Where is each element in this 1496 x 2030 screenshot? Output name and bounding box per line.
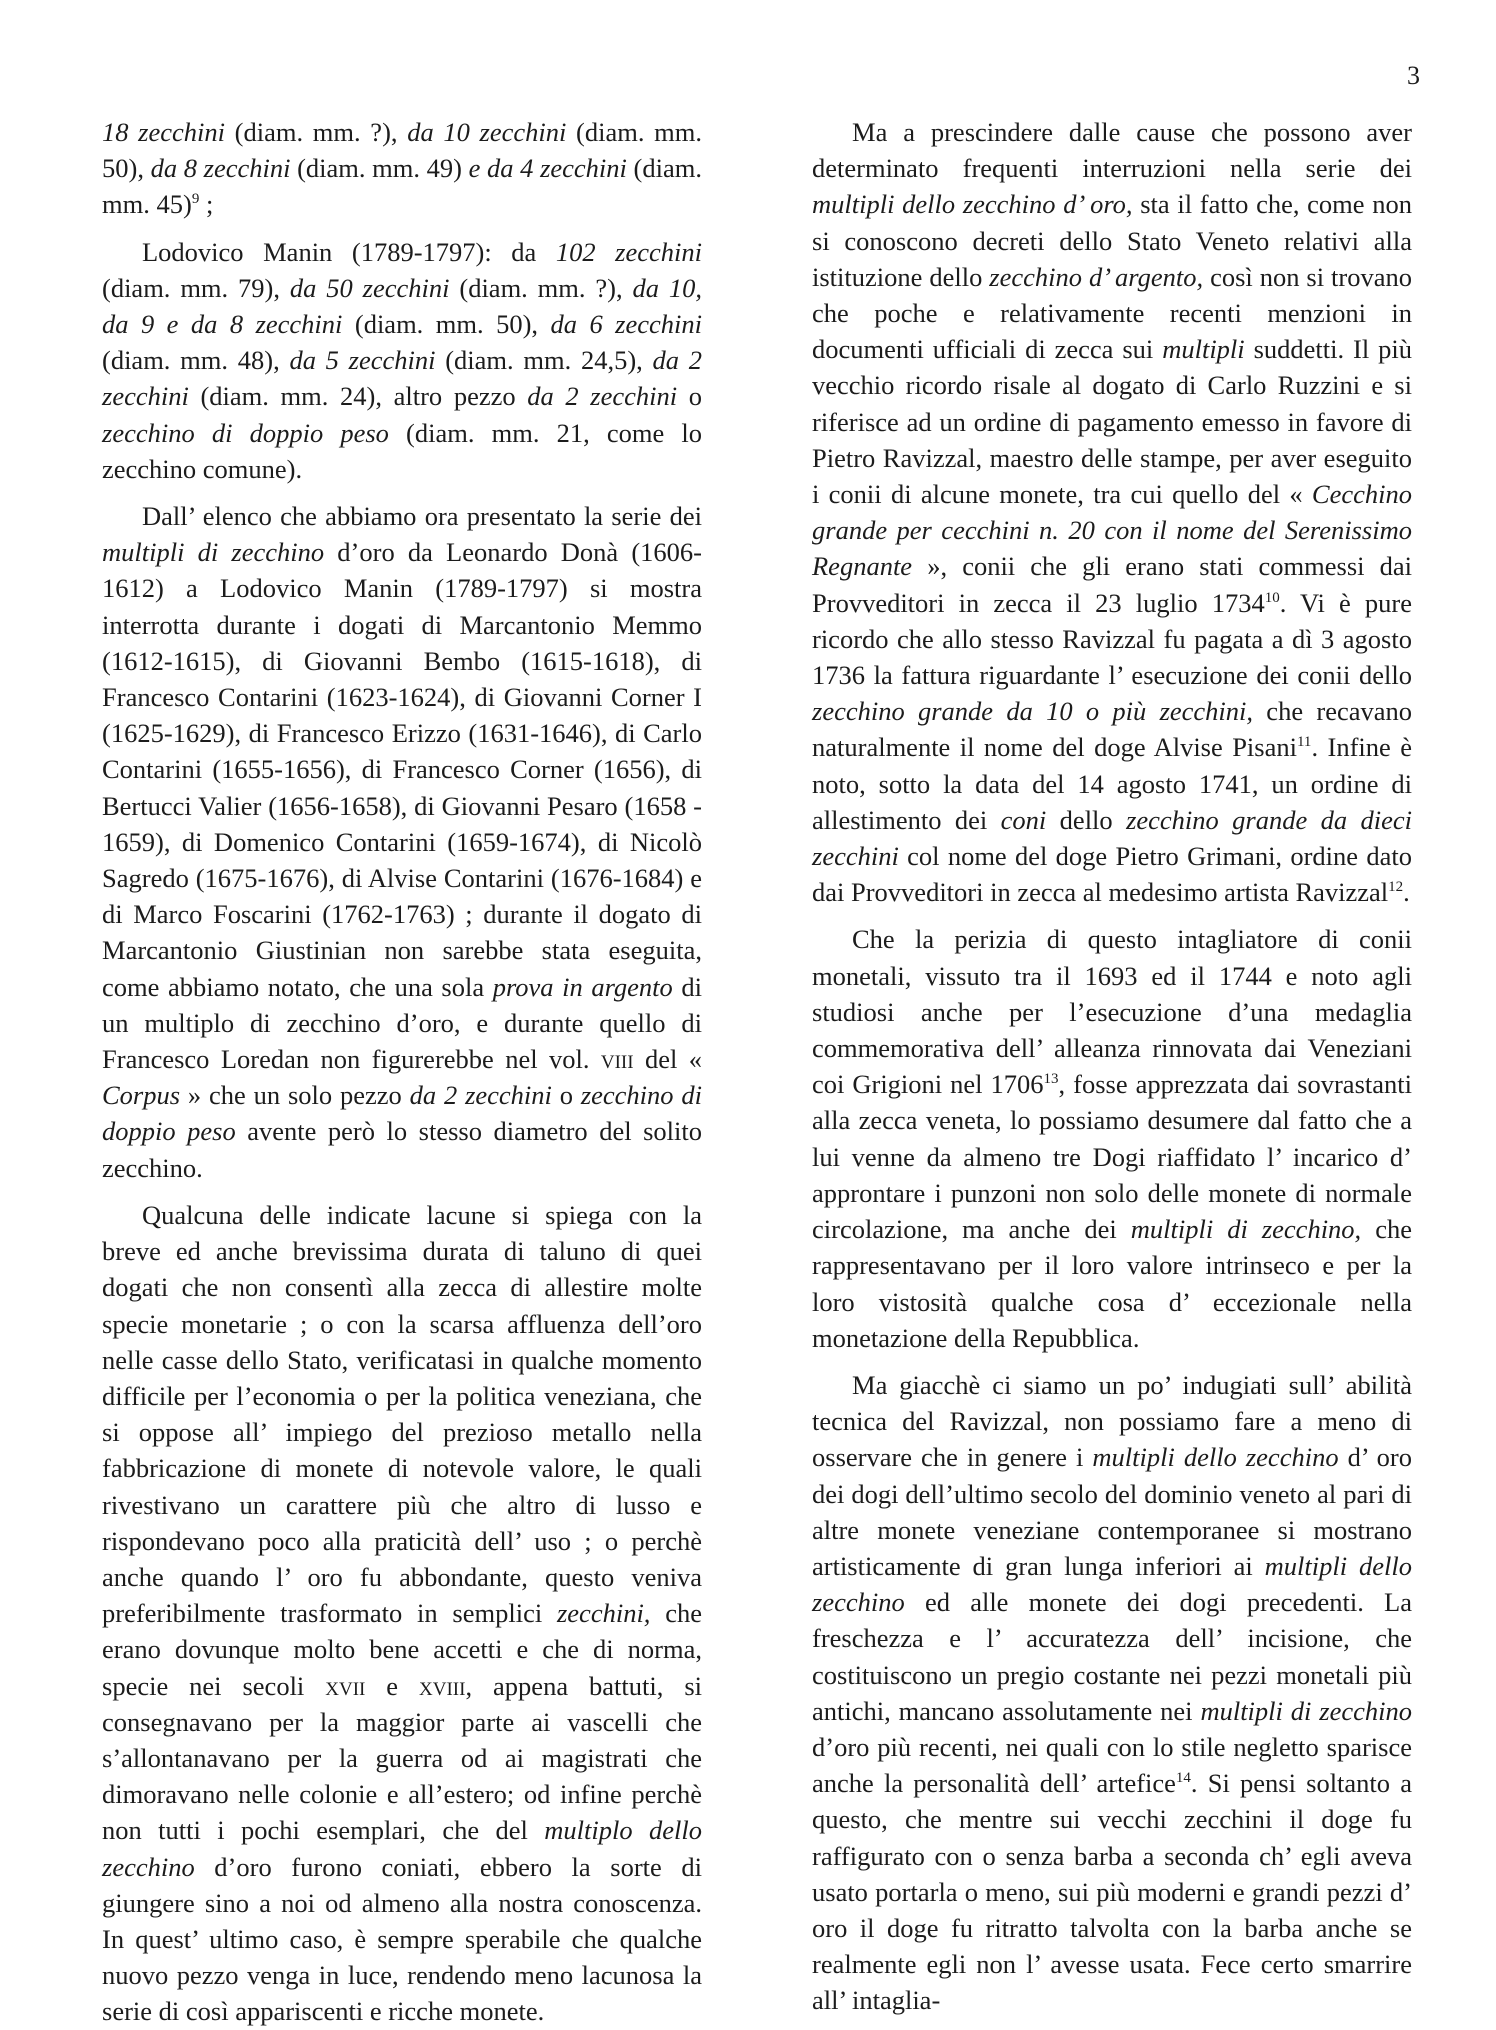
text-run: » che un solo pezzo bbox=[180, 1080, 410, 1111]
text-run: (diam. mm. ?), bbox=[449, 272, 633, 303]
text-run: ; bbox=[199, 189, 214, 220]
italic-text: da 6 zecchini bbox=[550, 309, 702, 340]
text-run: Ma giacchè ci siamo un po’ indugiati sull’ abilità tecnica del Ravizzal, non possiamo fare a meno di osservare che in genere i bbox=[812, 1369, 1412, 1473]
footnote-ref: 13 bbox=[1043, 1071, 1059, 1088]
text-run: d’ oro dei dogi dell’ultimo secolo del dominio veneto al pari di altre monete veneziane contemporanee si mostrano artisticamente di gran lunga inferiori ai bbox=[812, 1442, 1413, 1581]
text-run: Lodovico Manin (1789-1797): da bbox=[142, 236, 556, 267]
italic-text: multipli di zecchino, bbox=[1130, 1214, 1362, 1245]
italic-text: zecchino d’ argento, bbox=[989, 261, 1204, 292]
italic-text: zecchini, bbox=[556, 1598, 651, 1629]
text-run: che rappresentavano per il loro valore intrinseco e per la loro vistosità qualche cosa d’ eccezionale nella monetazione della Repubblica. bbox=[812, 1214, 1412, 1353]
text-run: che erano dovunque molto bene accetti e che di norma, specie nei secoli bbox=[102, 1598, 702, 1701]
footnote-ref: 14 bbox=[1175, 1770, 1191, 1787]
text-run: Ma a prescindere dalle cause che possono aver determinato frequenti interruzioni nella serie dei bbox=[812, 117, 1412, 184]
text-run: . bbox=[1403, 877, 1410, 908]
page-number: 3 bbox=[1407, 61, 1420, 90]
small-caps-text: viii bbox=[600, 1044, 634, 1075]
text-run: Dall’ elenco che abbiamo ora presentato la serie dei bbox=[142, 501, 702, 532]
italic-text: multipli bbox=[1162, 334, 1245, 365]
text-run: Che la perizia di questo intagliatore di conii monetali, vissuto tra il 1693 ed il 1744 e noto agli studiosi anche per l’esecuzione d’una medaglia commemorativa dell’ alleanza rinnovata dai Veneziani coi Grigioni nel 1706 bbox=[812, 924, 1412, 1100]
text-run: (diam. mm. 45) bbox=[102, 153, 702, 220]
text-run: . Si pensi soltanto a questo, che mentre sui vecchi zecchini il doge fu raffigurato con o senza barba a seconda ch’ egli aveva usato portarla o meno, sui più moderni e grandi pezzi d’ oro il doge fu ritratto talvolta con la barba anche se realmente egli non l’ avesse usata. Fece certo smarrire all’ intaglia- bbox=[812, 1768, 1412, 2016]
italic-text: multiplo dello zecchino bbox=[102, 1815, 702, 1882]
text-run: (diam. mm. 50), bbox=[342, 309, 551, 340]
footnote-ref: 12 bbox=[1388, 879, 1404, 896]
small-caps-text: xvii bbox=[325, 1670, 366, 1701]
italic-text: Cecchino grande per cecchini n. 20 con il nome del Serenissimo Regnante bbox=[812, 479, 1412, 582]
text-run: (diam. mm. 24,5), bbox=[435, 345, 653, 376]
paragraph bbox=[102, 234, 702, 487]
text-run: (diam. mm. 79), bbox=[102, 272, 290, 303]
text-run: sta il fatto che, come non si conoscono decreti dello Stato Veneto relativi alla istituzione dello bbox=[812, 189, 1412, 292]
text-run: (diam. mm. 49) bbox=[290, 153, 469, 184]
paragraph bbox=[102, 114, 702, 223]
text-run: col nome del doge Pietro Grimani, ordine dato dai Provveditori in zecca al medesimo artista Ravizzal bbox=[812, 841, 1412, 908]
italic-text: multipli dello zecchino bbox=[812, 1550, 1412, 1618]
footnote-ref: 9 bbox=[191, 191, 200, 208]
italic-text: coni bbox=[1000, 804, 1047, 835]
text-run: (diam. mm. 21, come lo zecchino comune). bbox=[102, 417, 702, 484]
italic-text: multipli di zecchino bbox=[102, 537, 325, 568]
text-run: . Infine è noto, sotto la data del 14 agosto 1741, un ordine di allestimento dei bbox=[812, 732, 1412, 835]
text-run: ed alle monete dei dogi precedenti. La freschezza e l’ accuratezza dell’ incisione, che costituiscono un pregio costante nei pezzi monetali più antichi, mancano assolutamente nei bbox=[812, 1587, 1412, 1726]
text-run: (diam. mm. ?), bbox=[225, 117, 408, 147]
footnote-ref: 10 bbox=[1264, 589, 1280, 606]
text-run: o bbox=[551, 1080, 581, 1111]
italic-text: da 10, da 9 e da 8 zecchini bbox=[102, 272, 703, 340]
text-run: , appena battuti, si consegnavano per la maggior parte ai vascelli che s’allontanavano per la guerra od ai magistrati che dimoravano nelle colonie e all’estero; od infine perchè non tutti i pochi esemplari, che del bbox=[102, 1670, 702, 1846]
footnote-ref: 11 bbox=[1296, 734, 1312, 751]
paragraph bbox=[812, 114, 1412, 910]
text-run: che recavano naturalmente il nome del doge Alvise Pisani bbox=[812, 696, 1412, 763]
italic-text: multipli dello zecchino d’ oro, bbox=[812, 189, 1133, 220]
text-run: d’oro da Leonardo Donà (1606-1612) a Lodovico Manin (1789-1797) si mostra interrotta durante i dogati di Marcantonio Memmo (1612-1615), di Giovanni Bembo (1615-1618), di Francesco Contarini (1623-1624), di Giovanni Corner I (1625-1629), di Francesco Erizzo (1631-1646), di Carlo Contarini (1655-1656), di Francesco Corner (1656), di Bertucci Valier (1656-1658), di Giovanni Pesaro (1658 - 1659), di Domenico Contarini (1659-1674), di Nicolò Sagredo (1675-1676), di Alvise Contarini (1676-1684) e di Marco Foscarini (1762-1763) ; durante il dogato di Marcantonio Giustinian non sarebbe stata eseguita, come abbiamo notato, che una sola bbox=[102, 537, 702, 1002]
text-run: d’oro più recenti, nei quali con lo stile negletto sparisce anche la personalità dell’ artefice bbox=[812, 1731, 1412, 1799]
italic-text: zecchino grande da dieci zecchini bbox=[812, 804, 1412, 872]
italic-text: da 2 zecchini bbox=[527, 381, 678, 412]
text-run: . Vi è pure ricordo che allo stesso Ravizzal fu pagata a dì 3 agosto 1736 la fattura riguardante l’ esecuzione dei conii dello bbox=[812, 587, 1412, 691]
italic-text: da 8 zecchini bbox=[150, 153, 291, 184]
italic-text: 102 zecchini bbox=[555, 236, 702, 267]
text-run: (diam. mm. 48), bbox=[102, 345, 290, 376]
paragraph bbox=[102, 498, 702, 1186]
text-run: o bbox=[677, 381, 702, 412]
italic-text: prova in argento bbox=[492, 971, 673, 1002]
italic-text: da 2 zecchini bbox=[102, 345, 702, 412]
left-column bbox=[102, 114, 702, 2030]
paragraph bbox=[102, 1197, 702, 2030]
text-run: di un multiplo di zecchino d’oro, e durante quello di Francesco Loredan non figurerebbe nel vol. bbox=[102, 971, 702, 1075]
text-run: Qualcuna delle indicate lacune si spiega con la breve ed anche brevissima durata di taluno di quei dogati che non consentì alla zecca di allestire molte specie monetarie ; o con la scarsa affluenza dell’oro nelle casse dello Stato, verificatasi in qualche momento difficile per l’economia o per la politica veneziana, che si oppose all’ impiego del prezioso metallo nella fabbricazione di monete di notevole valore, le quali rivestivano un carattere più che altro di lusso e rispondevano poco alla praticità dell’ uso ; o perchè anche quando l’ oro fu abbondante, questo veniva preferibilmente trasformato in semplici bbox=[102, 1199, 702, 1629]
italic-text: da 10 zecchini bbox=[407, 117, 567, 147]
italic-text: zecchino grande da 10 o più zecchini, bbox=[812, 696, 1254, 727]
paragraph bbox=[812, 1367, 1412, 2019]
text-run: suddetti. Il più vecchio ricordo risale al dogato di Carlo Ruzzini e si riferisce ad un ordine di pagamento emesso in favore di Pietro Ravizzal, maestro delle stampe, per aver eseguito i conii di alcune monete, tra cui quello del « bbox=[812, 334, 1412, 510]
italic-text: zecchino di doppio peso bbox=[102, 1080, 702, 1147]
text-run: », conii che gli erano stati commessi dai Provveditori in zecca il 23 luglio 1734 bbox=[812, 551, 1412, 618]
text-run: avente però lo stesso diametro del solito zecchino. bbox=[102, 1116, 703, 1183]
text-run: dello bbox=[1046, 804, 1127, 835]
text-run: così non si trovano che poche e relativamente recenti menzioni in documenti ufficiali di zecca sui bbox=[812, 261, 1413, 365]
italic-text: 18 zecchini bbox=[102, 117, 225, 147]
italic-text: da 2 zecchini bbox=[409, 1080, 552, 1111]
italic-text: multipli dello zecchino bbox=[1092, 1442, 1339, 1473]
paragraph bbox=[812, 921, 1412, 1355]
italic-text: da 50 zecchini bbox=[289, 272, 450, 303]
text-run: (diam. mm. 24), altro pezzo bbox=[188, 381, 528, 412]
text-run: del « bbox=[633, 1044, 702, 1075]
text-run: d’oro furono coniati, ebbero la sorte di giungere sino a noi od almeno alla nostra conoscenza. In quest’ ultimo caso, è sempre sperabile che qualche nuovo pezzo venga in luce, rendendo meno lacunosa la serie di così appariscenti e ricche monete. bbox=[102, 1851, 702, 2027]
italic-text: multipli di zecchino bbox=[1200, 1695, 1412, 1726]
text-run: (diam. mm. 50), bbox=[102, 117, 702, 184]
italic-text: e da 4 zecchini bbox=[468, 153, 627, 184]
right-column bbox=[812, 114, 1412, 2019]
small-caps-text: xviii bbox=[419, 1670, 466, 1701]
italic-text: Corpus bbox=[102, 1080, 181, 1111]
text-run: e bbox=[365, 1670, 420, 1701]
italic-text: da 5 zecchini bbox=[289, 345, 436, 376]
italic-text: zecchino di doppio peso bbox=[102, 417, 389, 448]
text-run: , fosse apprezzata dai sovrastanti alla zecca veneta, lo possiamo desumere dal fatto che a lui venne da almeno tre Dogi riaffidato l’ incarico d’ approntare i punzoni non solo delle monete di normale circolazione, ma anche dei bbox=[812, 1069, 1412, 1245]
